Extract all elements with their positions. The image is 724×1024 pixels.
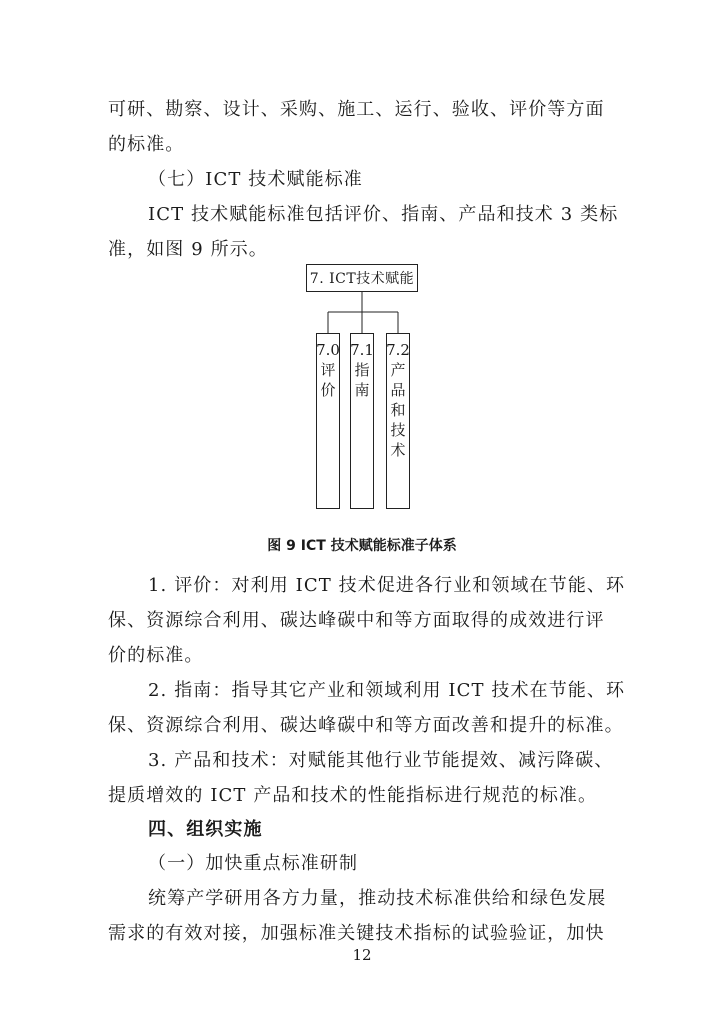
- list-item-line: 保、资源综合利用、碳达峰碳中和等方面取得的成效进行评: [108, 610, 605, 631]
- node-code: 7.0: [316, 341, 340, 359]
- node-char: 价: [320, 381, 336, 399]
- paragraph-line: 需求的有效对接，加强标准关键技术指标的试验验证，加快: [108, 923, 605, 944]
- node-char: 术: [390, 441, 406, 459]
- node-code: 7.2: [386, 341, 410, 359]
- paragraph-line: ICT 技术赋能标准包括评价、指南、产品和技术 3 类标: [148, 204, 619, 225]
- diagram-root-box: 7. ICT技术赋能: [306, 264, 418, 292]
- paragraph-line: 准，如图 9 所示。: [108, 239, 268, 260]
- page-number: 12: [352, 946, 372, 964]
- node-char: 评: [320, 361, 336, 379]
- list-item-line: 3. 产品和技术：对赋能其他行业节能提效、减污降碳、: [148, 750, 614, 771]
- node-char: 指: [354, 361, 370, 379]
- node-char: 品: [390, 381, 406, 399]
- diagram-node-evaluation: [316, 333, 340, 509]
- node-char: 产: [390, 361, 406, 379]
- paragraph-line: 的标准。: [108, 134, 185, 155]
- list-item-line: 提质增效的 ICT 产品和技术的性能指标进行规范的标准。: [108, 785, 598, 806]
- list-item-line: 保、资源综合利用、碳达峰碳中和等方面改善和提升的标准。: [108, 715, 624, 736]
- node-char: 技: [390, 421, 406, 439]
- paragraph-line: 统筹产学研用各方力量，推动技术标准供给和绿色发展: [148, 888, 607, 909]
- list-item-line: 1. 评价：对利用 ICT 技术促进各行业和领域在节能、环: [148, 575, 626, 596]
- paragraph-line: 可研、勘察、设计、采购、施工、运行、验收、评价等方面: [108, 99, 605, 120]
- node-code: 7.1: [350, 341, 374, 359]
- section-heading: 四、组织实施: [148, 819, 263, 840]
- list-item-line: 价的标准。: [108, 645, 204, 666]
- node-char: 南: [354, 381, 370, 399]
- diagram-node-products-tech: [386, 333, 410, 509]
- figure-caption: 图 9 ICT 技术赋能标准子体系: [267, 538, 457, 554]
- section-heading: （七）ICT 技术赋能标准: [148, 169, 363, 190]
- diagram-node-guide: [350, 333, 374, 509]
- list-item-line: 2. 指南：指导其它产业和领域利用 ICT 技术在节能、环: [148, 680, 626, 701]
- subsection-heading: （一）加快重点标准研制: [148, 853, 359, 874]
- node-char: 和: [390, 401, 406, 419]
